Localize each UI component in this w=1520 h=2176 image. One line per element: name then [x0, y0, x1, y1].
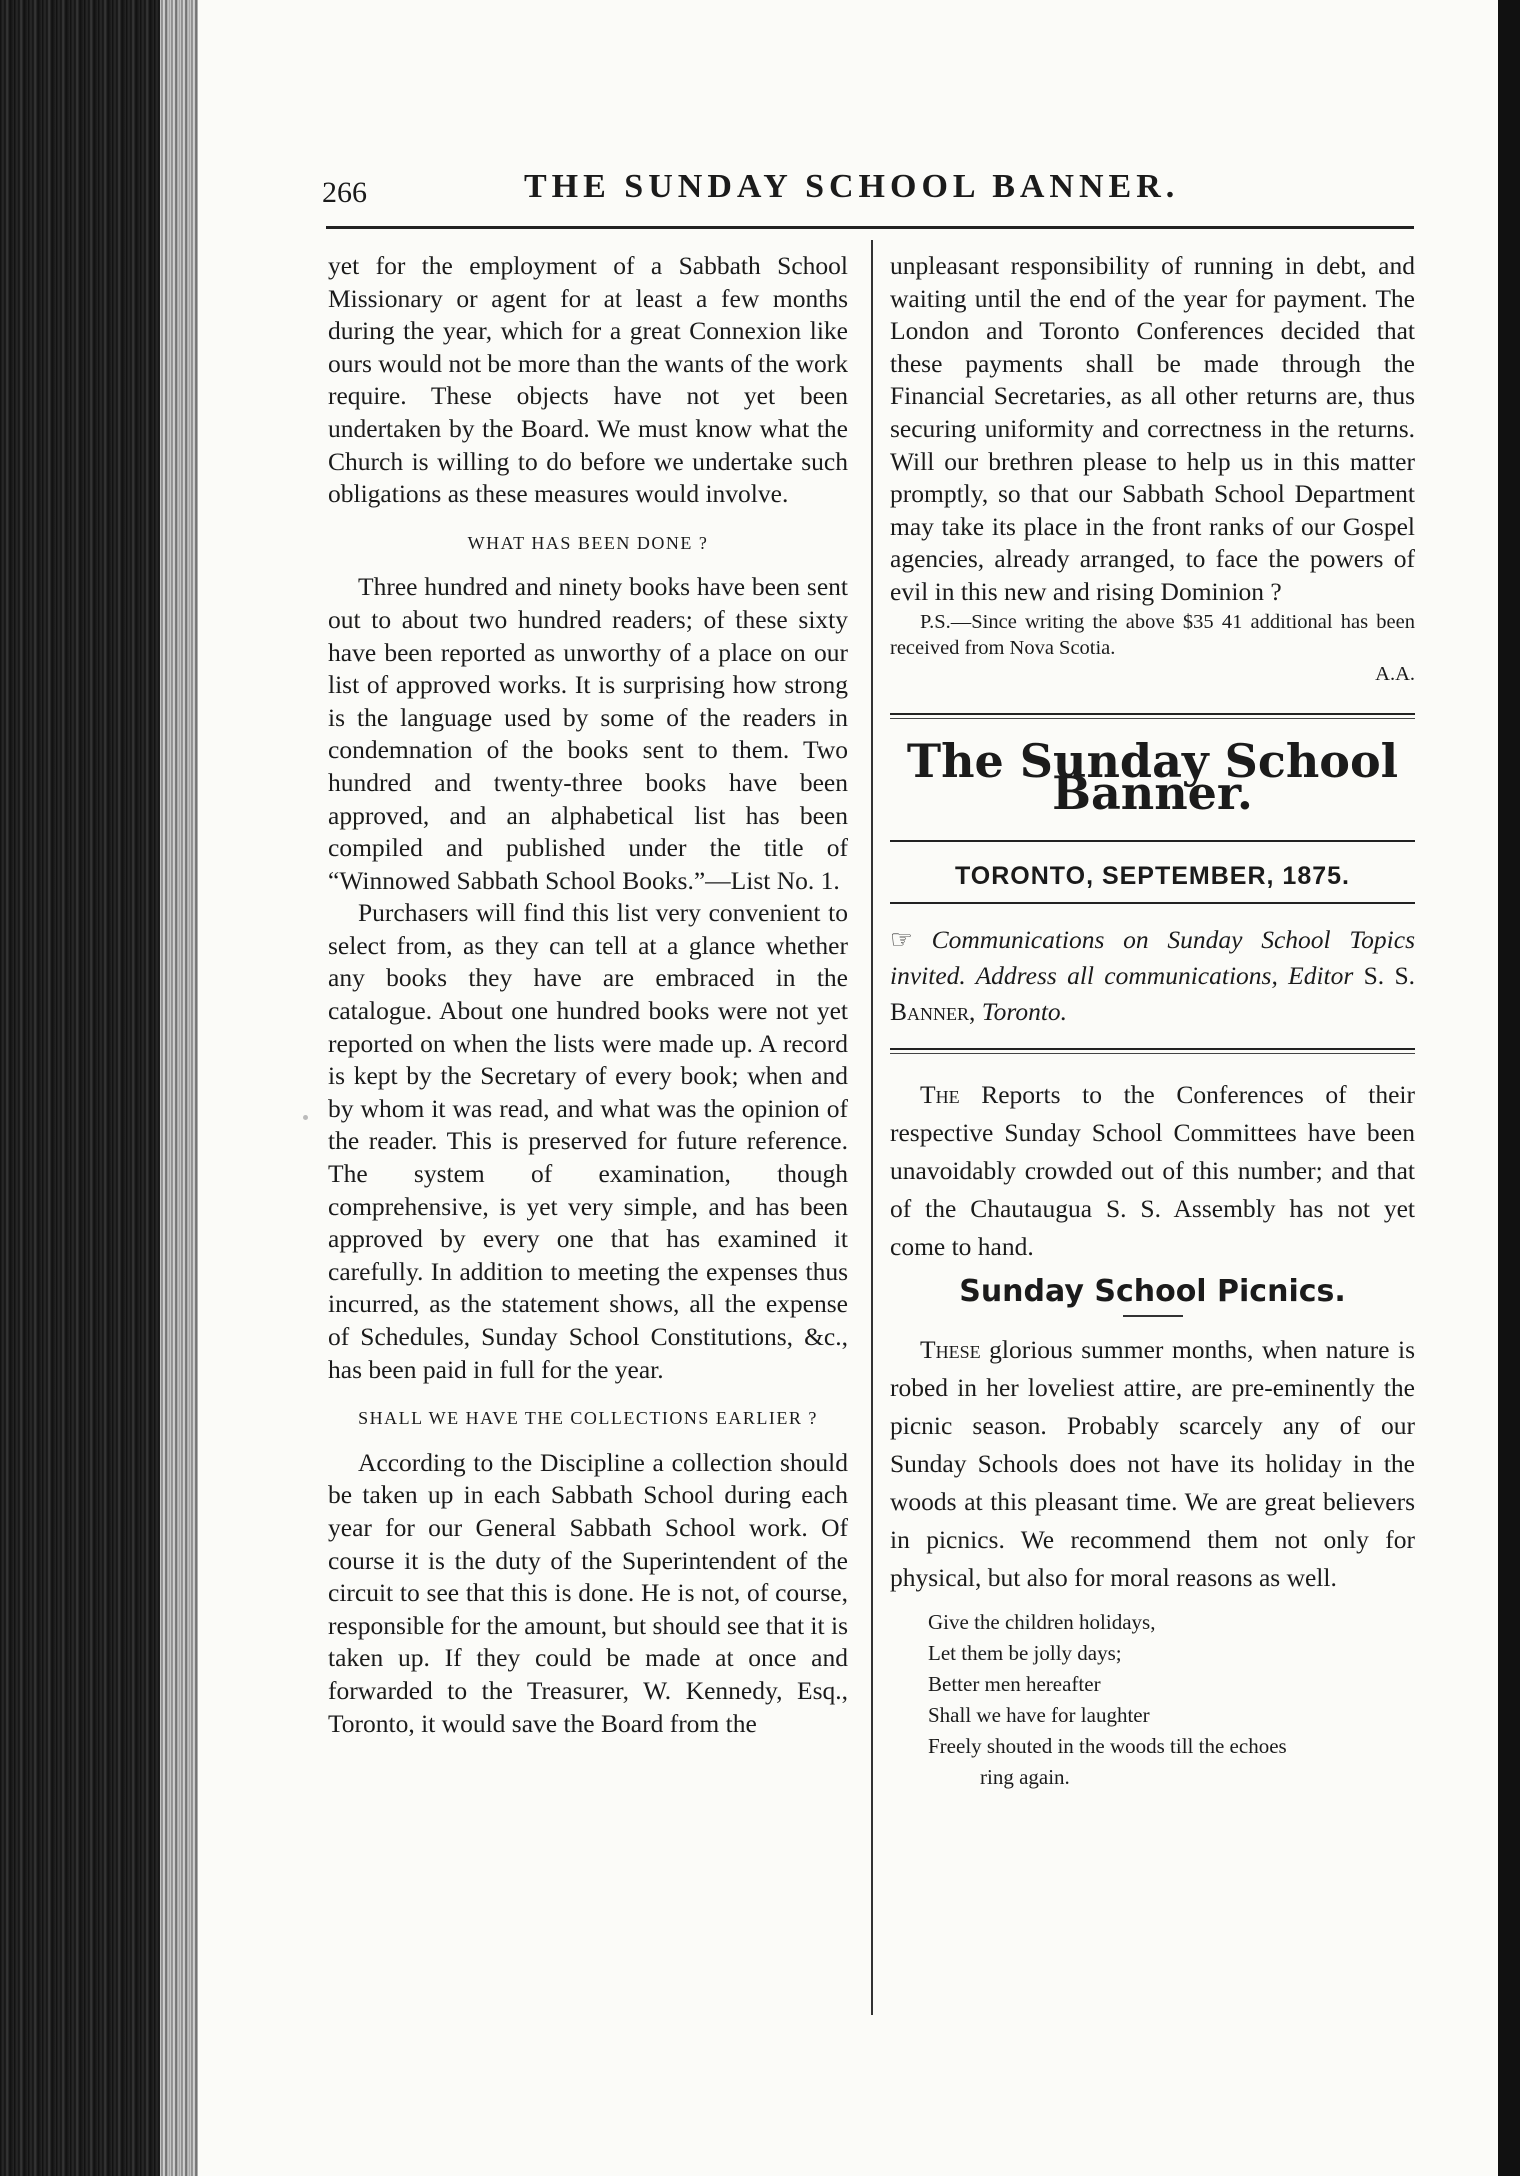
title-rule	[1123, 1315, 1183, 1317]
notice-place: Toronto.	[981, 997, 1068, 1027]
paragraph-books-sent: Three hundred and ninety books have been sent out to about two hundred readers; of these sixty have been reported as unworthy of a place on our list of approved works. It is surprising how strong is the language used by some of the readers in condemnation of the books sent to them. Two hundred and twenty-three books have been approved, and an alphabetical list has been compiled and published under the title of “Winnowed Sabbath School Books.”—List No. 1.	[328, 572, 848, 895]
poem-line: Freely shouted in the woods till the echoes	[928, 1733, 1287, 1758]
subhead-what-has-been-done: WHAT HAS BEEN DONE ?	[467, 532, 709, 553]
page-number: 266	[322, 176, 367, 209]
poem-line: ring again.	[980, 1764, 1070, 1789]
speck	[303, 1115, 308, 1120]
picnics-paragraph	[890, 1331, 1415, 1597]
notice-text: Communications on Sunday School Topics invited. Address all communications, Editor	[890, 925, 1415, 991]
page-edges	[160, 0, 198, 2176]
continued-paragraph: yet for the employment of a Sabbath School Missionary or agent for at least a few months during the year, which for a great Connexion like ours would not be more than the wants of the work require. These objects have not yet been undertaken by the Board. We must know what the Church is willing to do before we undertake such obligations as these measures would involve.	[328, 251, 848, 509]
picnics-lead: These	[920, 1334, 981, 1364]
signature: A.A.	[1375, 662, 1415, 685]
masthead-rule-top	[890, 840, 1415, 842]
picnics-title: Sunday School Picnics.	[959, 1274, 1346, 1310]
poem-line: Shall we have for laughter	[928, 1702, 1150, 1727]
editorial-notice	[890, 922, 1415, 1030]
scanned-page	[198, 0, 1498, 2176]
masthead: The Sunday School Banner.	[906, 733, 1399, 821]
pointing-hand-icon: ☞	[890, 925, 913, 955]
paragraph-purchasers: Purchasers will find this list very convenient to select from, as they can tell at a glance whether any books they have are embraced in the catalogue. About one hundred books were not yet reported on when the lists were made up. A record is kept by the Secretary of every book; when and by whom it was read, and what was the opinion of the reader. This is preserved for future reference. The system of examination, though comprehensive, is yet very simple, and has been approved by every one that has examined it carefully. In addition to meeting the expenses thus incurred, as the statement shows, all the expense of Schedules, Sunday School Constitutions, &c., has been paid in full for the year.	[328, 898, 848, 1384]
section-rule	[890, 713, 1415, 719]
picnics-text: glorious summer months, when nature is robed in her loveliest attire, are pre-eminently the picnic season. Probably scarcely any of our Sunday Schools does not have its holiday in the woods at this pleasant time. We are great believers in picnics. We recommend them not only for physical, but also for moral reasons as well.	[890, 1334, 1415, 1592]
subhead-collections: SHALL WE HAVE THE COLLECTIONS EARLIER ?	[358, 1408, 818, 1429]
poem-line: Give the children holidays,	[928, 1609, 1156, 1634]
masthead-rule-bottom	[890, 902, 1415, 904]
notice-editor: S. S. Banner,	[890, 961, 1415, 1027]
paragraph-discipline: According to the Discipline a collection should be taken up in each Sabbath School during each year for our General Sabbath School work. Of course it is the duty of the Superintendent of the circuit to see that this is done. He is not, of course, responsible for the amount, but should see that it is taken up. If they could be made at once and forwarded to the Treasurer, W. Kennedy, Esq., Toronto, it would save the Board from the	[328, 1447, 848, 1738]
column-divider	[871, 240, 873, 2015]
reports-paragraph	[890, 1076, 1415, 1266]
right-border	[1498, 0, 1520, 2176]
continued-paragraph-right: unpleasant responsibility of running in debt, and waiting until the end of the year for payment. The London and Toronto Conferences decided that these payments shall be made through the Financial Secretaries, as all other returns are, thus securing uniformity and correctness in the returns. Will our brethren please to help us in this matter promptly, so that our Sabbath School Department may take its place in the front ranks of our Gospel agencies, already arranged, to face the powers of evil in this new and rising Dominion ?	[890, 251, 1415, 606]
right-column	[890, 250, 1415, 1793]
poem-line: Better men hereafter	[928, 1671, 1101, 1696]
left-column	[328, 250, 848, 1740]
postscript: P.S.—Since writing the above $35 41 additional has been received from Nova Scotia.	[890, 610, 1415, 659]
poem-line: Let them be jolly days;	[928, 1640, 1122, 1665]
reports-lead: The	[920, 1080, 960, 1110]
notice-rule	[890, 1048, 1415, 1054]
running-title: THE SUNDAY SCHOOL BANNER.	[524, 168, 1180, 205]
dateline: TORONTO, SEPTEMBER, 1875.	[954, 861, 1350, 890]
header-rule	[326, 226, 1414, 229]
poem	[890, 1607, 1415, 1793]
reports-text: Reports to the Conferences of their respective Sunday School Committees have been unavoidably crowded out of this number; and that of the Chautaugua S. S. Assembly has not yet come to hand.	[890, 1080, 1415, 1262]
